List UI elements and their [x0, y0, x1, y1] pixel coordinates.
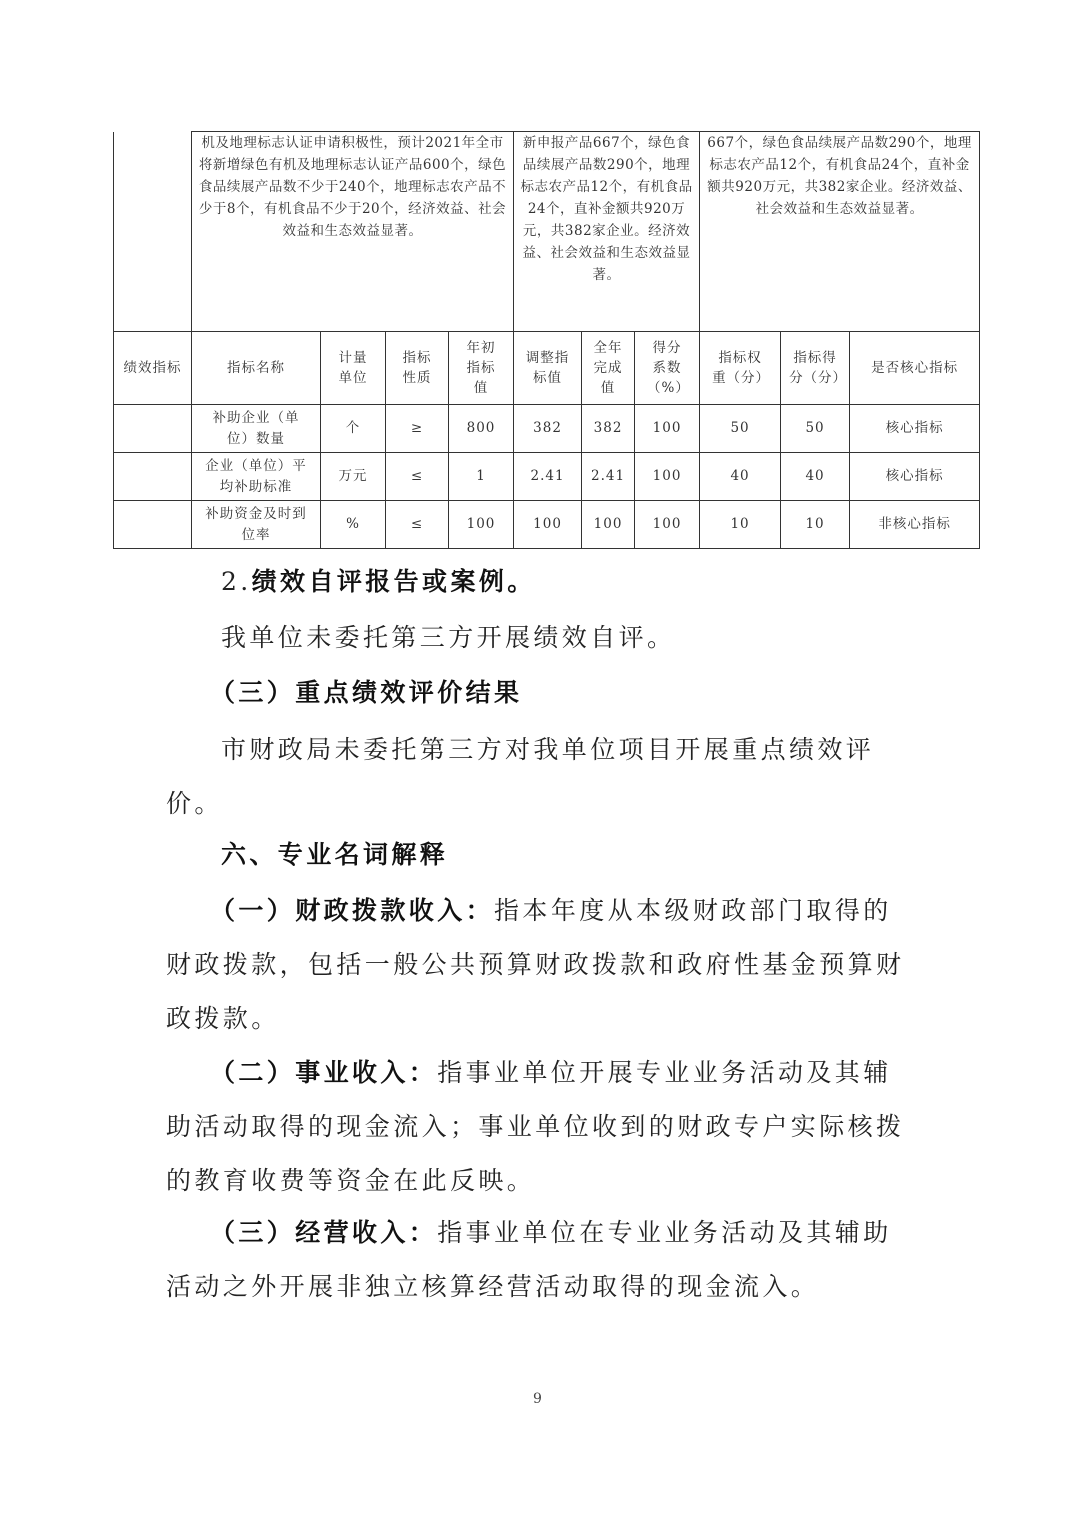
section-2-title: 绩效自评报告或案例。	[251, 567, 536, 596]
cell-weight: 40	[700, 453, 781, 501]
cell-adjusted-value: 382	[514, 405, 582, 453]
cell-initial-value: 100	[449, 501, 514, 549]
section-2-number: 2.	[221, 567, 252, 596]
header-weight: 指标权重（分）	[700, 332, 781, 405]
cell-is-core: 非核心指标	[850, 501, 980, 549]
cell-category	[114, 453, 192, 501]
cell-nature: ≥	[386, 405, 449, 453]
actual-completion-text-cell: 新申报产品667个，绿色食品续展产品数290个，地理标志农产品12个，有机食品24个，直补金额共920万元，共382家企业。经济效益、社会效益和生态效益显著。	[514, 132, 700, 332]
cell-score: 10	[781, 501, 850, 549]
annual-goal-text-cell: 机及地理标志认证申请积极性，预计2021年全市将新增绿色有机及地理标志认证产品600个，绿色食品续展产品数不少于240个，地理标志农产品不少于8个，有机食品不少于20个，经济效益、社会效益和生态效益显著。	[192, 132, 514, 332]
cell-weight: 50	[700, 405, 781, 453]
table-row	[114, 405, 980, 453]
header-is-core: 是否核心指标	[850, 332, 980, 405]
cell-score-coefficient: 100	[635, 405, 700, 453]
header-nature: 指标性质	[386, 332, 449, 405]
table-row	[114, 501, 980, 549]
header-score: 指标得分（分）	[781, 332, 850, 405]
term-2-paragraph	[166, 1046, 916, 1208]
cell-indicator-name: 补助资金及时到位率	[192, 501, 321, 549]
header-category: 绩效指标	[114, 332, 192, 405]
cell-nature: ≤	[386, 501, 449, 549]
cell-nature: ≤	[386, 453, 449, 501]
header-adjusted-value: 调整指标值	[514, 332, 582, 405]
table-row	[114, 453, 980, 501]
term-3-label: （三）经营收入：	[210, 1218, 438, 1247]
section-3-heading: （三）重点绩效评价结果	[210, 678, 523, 707]
term-1-label: （一）财政拨款收入：	[210, 896, 495, 925]
cell-indicator-name: 补助企业（单位）数量	[192, 405, 321, 453]
section-3-body: 市财政局未委托第三方对我单位项目开展重点绩效评价。	[166, 735, 875, 818]
table-continuation-row	[114, 132, 980, 332]
header-initial-value: 年初指标值	[449, 332, 514, 405]
section-2-body: 我单位未委托第三方开展绩效自评。	[221, 623, 676, 652]
performance-indicator-table	[113, 131, 980, 549]
cell-unit: %	[321, 501, 386, 549]
section-2-heading	[166, 557, 916, 607]
section-six-heading: 六、专业名词解释	[221, 840, 449, 869]
cell-adjusted-value: 100	[514, 501, 582, 549]
cell-score: 50	[781, 405, 850, 453]
cell-unit: 个	[321, 405, 386, 453]
cell-initial-value: 800	[449, 405, 514, 453]
term-3-body: 指事业单位在专业业务活动及其辅助活动之外开展非独立核算经营活动取得的现金流入。	[166, 1218, 892, 1301]
term-2-body: 指事业单位开展专业业务活动及其辅助活动取得的现金流入；事业单位收到的财政专户实际核拨的教育收费等资金在此反映。	[166, 1058, 905, 1195]
cell-completed-value: 100	[582, 501, 635, 549]
term-3-paragraph	[166, 1206, 916, 1314]
cell-weight: 10	[700, 501, 781, 549]
cell-unit: 万元	[321, 453, 386, 501]
cell-indicator-name: 企业（单位）平均补助标准	[192, 453, 321, 501]
term-1-body: 指本年度从本级财政部门取得的财政拨款，包括一般公共预算财政拨款和政府性基金预算财政拨款。	[166, 896, 905, 1033]
header-score-coefficient: 得分系数（%）	[635, 332, 700, 405]
cell-category	[114, 501, 192, 549]
cell-score: 40	[781, 453, 850, 501]
cell-completed-value: 382	[582, 405, 635, 453]
term-2-label: （二）事业收入：	[210, 1058, 438, 1087]
cell-initial-value: 1	[449, 453, 514, 501]
page-number: 9	[533, 1391, 542, 1407]
table-header-row	[114, 332, 980, 405]
term-1-paragraph	[166, 884, 916, 1046]
cell-category	[114, 405, 192, 453]
cell-completed-value: 2.41	[582, 453, 635, 501]
cell-is-core: 核心指标	[850, 405, 980, 453]
result-text-cell: 667个，绿色食品续展产品数290个，地理标志农产品12个，有机食品24个，直补金额共920万元，共382家企业。经济效益、社会效益和生态效益显著。	[700, 132, 980, 332]
cell-is-core: 核心指标	[850, 453, 980, 501]
table-cell-blank	[114, 132, 192, 332]
header-indicator-name: 指标名称	[192, 332, 321, 405]
header-completed-value: 全年完成值	[582, 332, 635, 405]
cell-score-coefficient: 100	[635, 453, 700, 501]
cell-score-coefficient: 100	[635, 501, 700, 549]
cell-adjusted-value: 2.41	[514, 453, 582, 501]
header-unit: 计量单位	[321, 332, 386, 405]
